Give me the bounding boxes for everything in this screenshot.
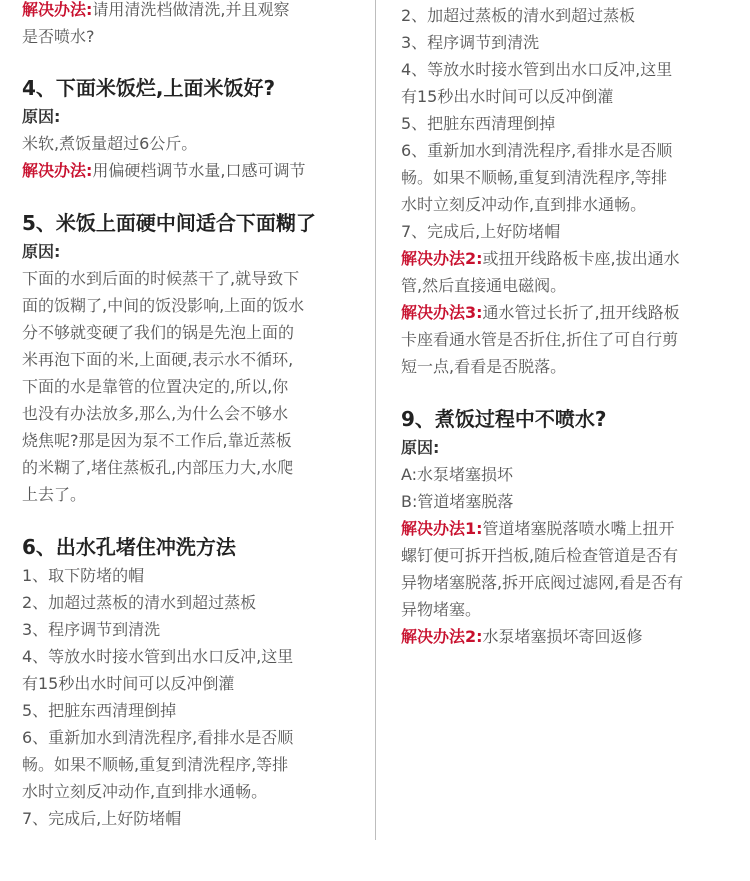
step-line: 畅。如果不顺畅,重复到清洗程序,等排 xyxy=(22,755,289,774)
paragraph-line: 面的饭糊了,中间的饭没影响,上面的饭水 xyxy=(22,296,305,315)
solution-3-cont: 短一点,看看是否脱落。 xyxy=(401,357,567,376)
continued-steps xyxy=(401,2,741,245)
reason-item: B:管道堵塞脱落 xyxy=(401,492,514,511)
solution-1-cont: 异物堵塞脱落,拆开底阀过滤网,看是否有 xyxy=(401,573,684,592)
column-divider xyxy=(375,0,376,840)
solution-2: 解决办法2:或扭开线路板卡座,拔出通水 xyxy=(401,249,680,268)
solution-3-cont: 卡座看通水管是否折住,折住了可自行剪 xyxy=(401,330,679,349)
step-line: 有15秒出水时间可以反冲倒灌 xyxy=(401,87,614,106)
section-5-reason-label: 原因: xyxy=(22,242,61,261)
step-line: 5、把脏东西清理倒掉 xyxy=(401,114,556,133)
solution-2-cont: 管,然后直接通电磁阀。 xyxy=(401,276,567,295)
solution-3: 解决办法3:通水管过长折了,扭开线路板 xyxy=(401,303,680,322)
section-9-solution-2: 解决办法2:水泵堵塞损坏寄回返修 xyxy=(401,627,643,646)
section-9-solution-1: 解决办法1:管道堵塞脱落喷水嘴上扭开 xyxy=(401,519,675,538)
paragraph-line: 也没有办法放多,那么,为什么会不够水 xyxy=(22,404,289,423)
paragraph-line: 下面的水到后面的时候蒸干了,就导致下 xyxy=(22,269,300,288)
section-4-reason: 米软,煮饭量超过6公斤。 xyxy=(22,134,198,153)
section-4-solution: 解决办法:用偏硬档调节水量,口感可调节 xyxy=(22,161,306,180)
top-solution: 解决办法:请用清洗档做清洗,并且观察 xyxy=(22,0,290,19)
paragraph-line: 下面的水是靠管的位置决定的,所以,你 xyxy=(22,377,289,396)
step-line: 1、取下防堵的帽 xyxy=(22,566,145,585)
step-line: 7、完成后,上好防堵帽 xyxy=(401,222,561,241)
section-9-reason-label: 原因: xyxy=(401,438,440,457)
step-line: 水时立刻反冲动作,直到排水通畅。 xyxy=(22,782,268,801)
left-column xyxy=(22,0,362,832)
section-5-title: 5、米饭上面硬中间适合下面糊了 xyxy=(22,211,316,235)
top-solution-cont: 是否喷水? xyxy=(22,27,95,46)
section-9-title: 9、煮饭过程中不喷水? xyxy=(401,407,607,431)
section-4-title: 4、下面米饭烂,上面米饭好? xyxy=(22,76,276,100)
solution-1-cont: 螺钉便可拆开挡板,随后检查管道是否有 xyxy=(401,546,679,565)
paragraph-line: 上去了。 xyxy=(22,485,87,504)
step-line: 4、等放水时接水管到出水口反冲,这里 xyxy=(22,647,294,666)
solution-1-cont: 异物堵塞。 xyxy=(401,600,482,619)
step-line: 7、完成后,上好防堵帽 xyxy=(22,809,182,828)
section-4-reason-label: 原因: xyxy=(22,107,61,126)
step-line: 3、程序调节到清洗 xyxy=(22,620,161,639)
step-line: 6、重新加水到清洗程序,看排水是否顺 xyxy=(401,141,673,160)
step-line: 有15秒出水时间可以反冲倒灌 xyxy=(22,674,235,693)
right-column xyxy=(401,0,741,650)
section-6-steps xyxy=(22,562,362,832)
step-line: 3、程序调节到清洗 xyxy=(401,33,540,52)
step-line: 畅。如果不顺畅,重复到清洗程序,等排 xyxy=(401,168,668,187)
step-line: 4、等放水时接水管到出水口反冲,这里 xyxy=(401,60,673,79)
section-5-body xyxy=(22,265,362,508)
paragraph-line: 米再泡下面的米,上面硬,表示水不循环, xyxy=(22,350,294,369)
step-line: 5、把脏东西清理倒掉 xyxy=(22,701,177,720)
paragraph-line: 的米糊了,堵住蒸板孔,内部压力大,水爬 xyxy=(22,458,294,477)
step-line: 2、加超过蒸板的清水到超过蒸板 xyxy=(22,593,257,612)
step-line: 6、重新加水到清洗程序,看排水是否顺 xyxy=(22,728,294,747)
reason-item: A:水泵堵塞损坏 xyxy=(401,465,514,484)
step-line: 水时立刻反冲动作,直到排水通畅。 xyxy=(401,195,647,214)
paragraph-line: 分不够就变硬了我们的锅是先泡上面的 xyxy=(22,323,295,342)
section-6-title: 6、出水孔堵住冲洗方法 xyxy=(22,535,236,559)
step-line: 2、加超过蒸板的清水到超过蒸板 xyxy=(401,6,636,25)
paragraph-line: 烧焦呢?那是因为泵不工作后,靠近蒸板 xyxy=(22,431,292,450)
